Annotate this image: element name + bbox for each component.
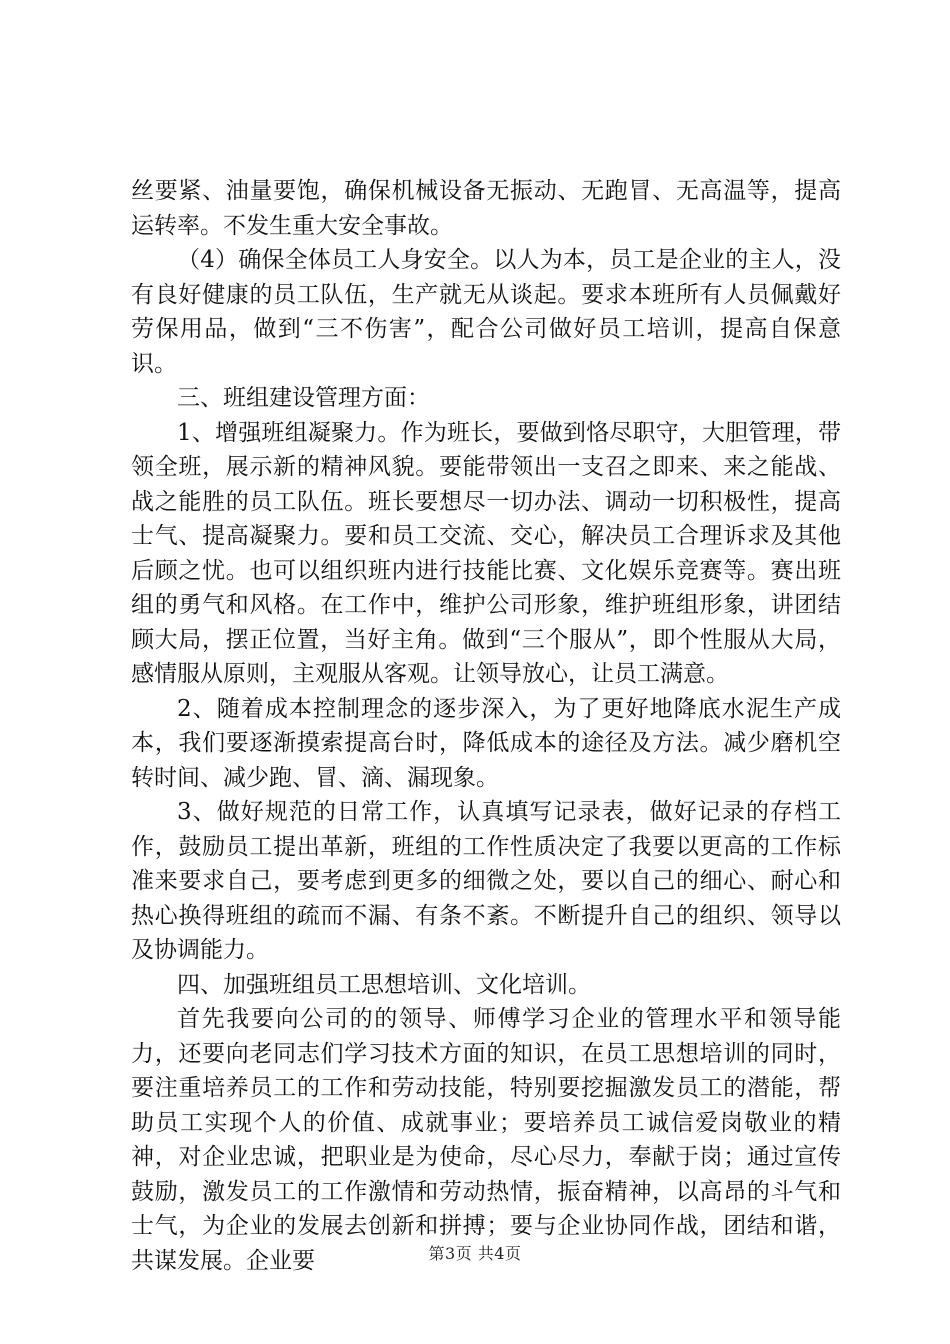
paragraph-8: 首先我要向公司的的领导、师傅学习企业的管理水平和领导能力，还要向老同志们学习技术方面的知识，在员工思想培训的同时，要注重培养员工的工作和劳动技能，特别要挖掘激发员工的潜能，帮助员工实现个人的价值、成就事业；要培养员工诚信爱岗敬业的精神，对企业忠诚，把职业是为使命，尽心尽力，奉献于岗；通过宣传鼓励，激发员工的工作激情和劳动热情，振奋精神，以高昂的斗气和士气，为企业的发展去创新和拼搏；要与企业协同作战，团结和谐，共谋发展。企业要: [131, 1006, 841, 1274]
page-footer: 第3页 共4页: [428, 1244, 522, 1263]
document-body: [131, 174, 841, 1278]
paragraph-5: 2、随着成本控制理念的逐步深入，为了更好地降底水泥生产成本，我们要逐渐摸索提高台时，降低成本的途径及方法。减少磨机空转时间、减少跑、冒、滴、漏现象。: [131, 695, 841, 791]
section-heading-3: 三、班组建设管理方面：: [177, 385, 430, 411]
paragraph-6: 3、做好规范的日常工作，认真填写记录表，做好记录的存档工作，鼓励员工提出革新，班组的工作性质决定了我要以更高的工作标准来要求自己，要考虑到更多的细微之处，要以自己的细心、耐心和热心换得班组的疏而不漏、有条不紊。不断提升自己的组织、领导以及协调能力。: [131, 799, 841, 963]
paragraph-4: 1、增强班组凝聚力。作为班长，要做到恪尽职守，大胆管理，带领全班，展示新的精神风貌。要能带领出一支召之即来、来之能战、战之能胜的员工队伍。班长要想尽一切办法、调动一切积极性，提高士气、提高凝聚力。要和员工交流、交心，解决员工合理诉求及其他后顾之忧。也可以组织班内进行技能比赛、文化娱乐竞赛等。赛出班组的勇气和风格。在工作中，维护公司形象，维护班组形象，讲团结顾大局，摆正位置，当好主角。做到“三个服从”，即个性服从大局，感情服从原则，主观服从客观。让领导放心，让员工满意。: [131, 419, 841, 687]
paragraph-1: 丝要紧、油量要饱，确保机械设备无振动、无跑冒、无高温等，提高运转率。不发生重大安全事故。: [131, 178, 841, 239]
section-heading-4: 四、加强班组员工思想培训、文化培训。: [177, 971, 591, 998]
paragraph-2: （4）确保全体员工人身安全。以人为本，员工是企业的主人，没有良好健康的员工队伍，生产就无从谈起。要求本班所有人员佩戴好劳保用品，做到“三不伤害”，配合公司做好员工培训，提高自保意识。: [131, 247, 841, 377]
